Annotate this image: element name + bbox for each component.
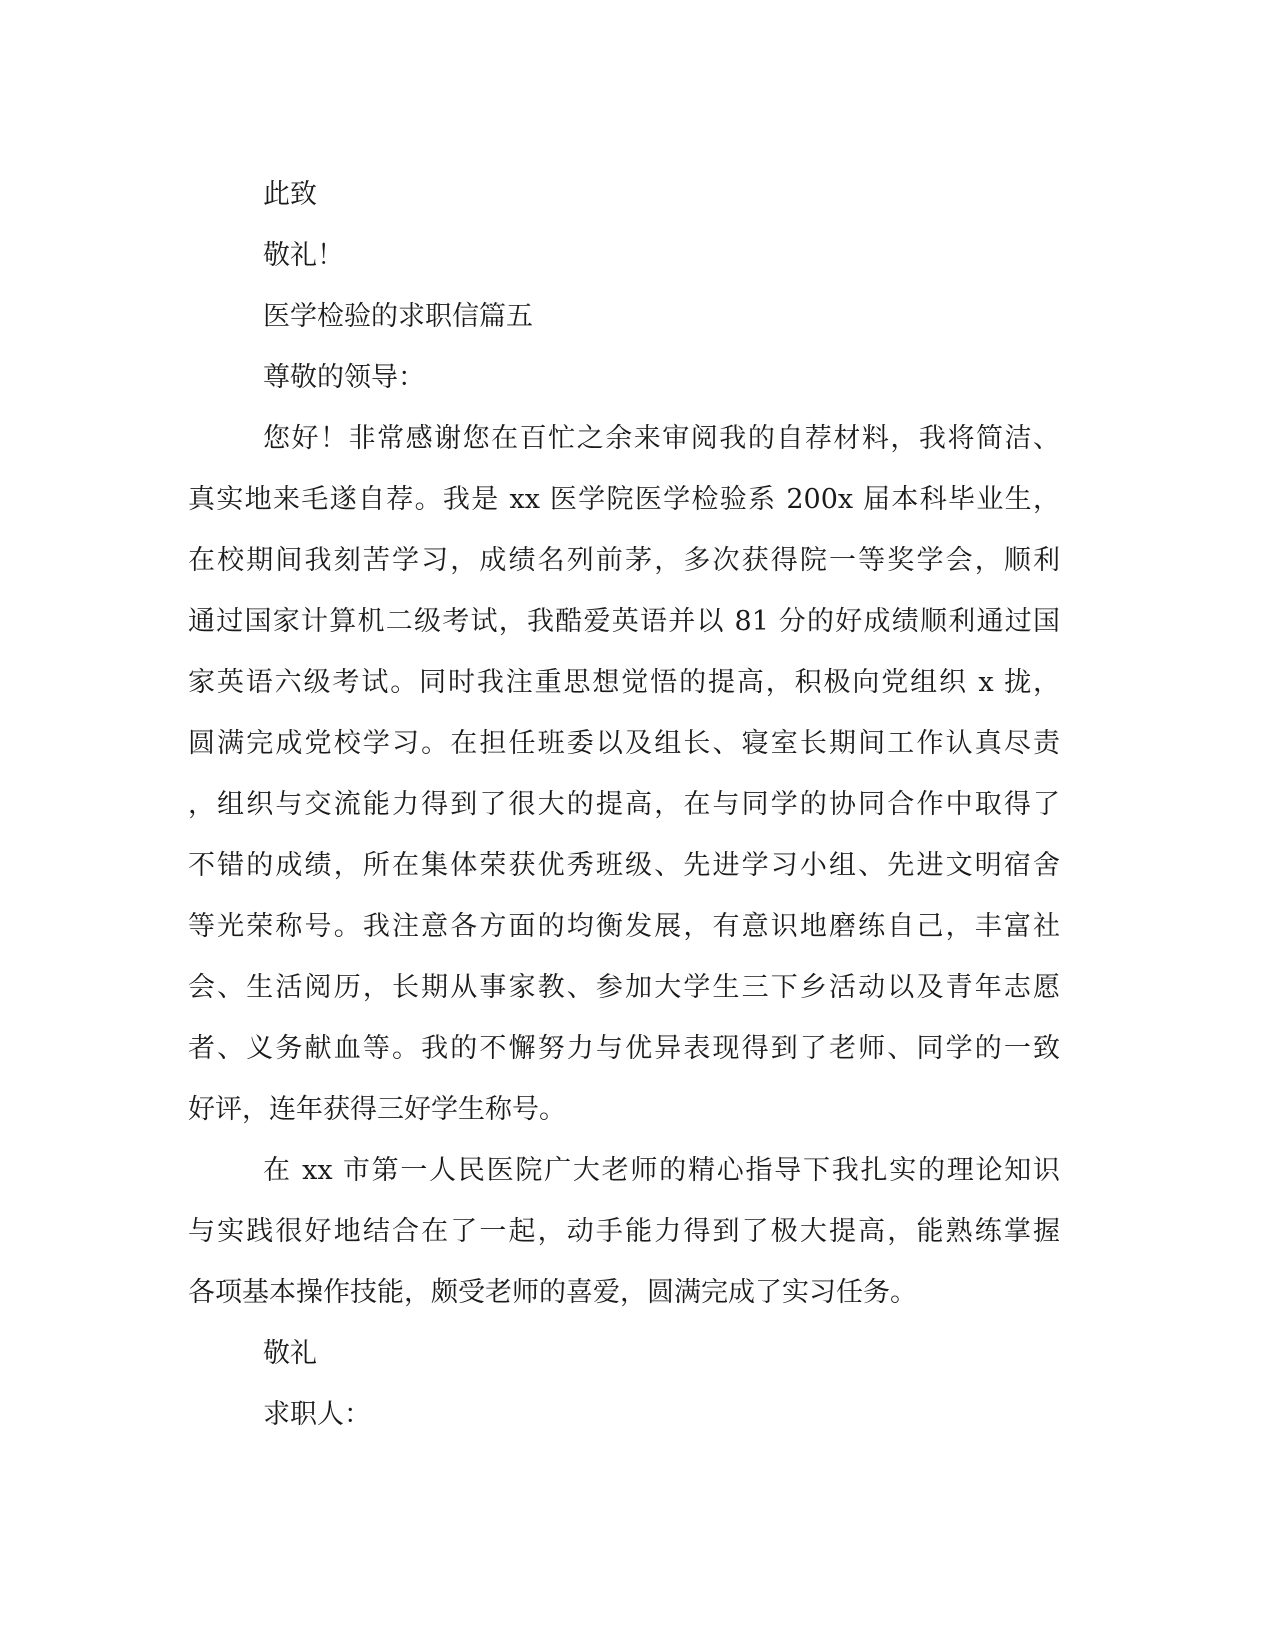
paragraph-2-line-1: 在 xx 市第一人民医院广大老师的精心指导下我扎实的理论知识	[263, 1155, 1060, 1186]
paragraph-2-line-2: 与实践很好地结合在了一起，动手能力得到了极大提高，能熟练掌握	[188, 1216, 1060, 1247]
signoff-regards: 敬礼	[263, 1338, 317, 1369]
paragraph-1-line-9: 等光荣称号。我注意各方面的均衡发展，有意识地磨练自己，丰富社	[188, 911, 1060, 942]
paragraph-2-line-3: 各项基本操作技能，颇受老师的喜爱，圆满完成了实习任务。	[188, 1277, 917, 1308]
closing-regards: 敬礼！	[263, 240, 344, 271]
paragraph-1-line-4: 通过国家计算机二级考试，我酷爱英语并以 81 分的好成绩顺利通过国	[188, 606, 1060, 637]
paragraph-1-line-11: 者、义务献血等。我的不懈努力与优异表现得到了老师、同学的一致	[188, 1033, 1060, 1064]
closing-salutation: 此致	[263, 179, 317, 210]
paragraph-1-line-1: 您好！非常感谢您在百忙之余来审阅我的自荐材料，我将简洁、	[263, 423, 1060, 454]
paragraph-1-line-8: 不错的成绩，所在集体荣获优秀班级、先进学习小组、先进文明宿舍	[188, 850, 1060, 881]
greeting: 尊敬的领导：	[263, 362, 425, 393]
paragraph-1-line-2: 真实地来毛遂自荐。我是 xx 医学院医学检验系 200x 届本科毕业生，	[188, 484, 1060, 515]
letter-body	[188, 164, 1060, 1445]
paragraph-1-line-7: ，组织与交流能力得到了很大的提高，在与同学的协同合作中取得了	[188, 789, 1060, 820]
applicant-label: 求职人：	[263, 1399, 371, 1430]
section-heading: 医学检验的求职信篇五	[263, 301, 533, 332]
paragraph-1-line-10: 会、生活阅历，长期从事家教、参加大学生三下乡活动以及青年志愿	[188, 972, 1060, 1003]
paragraph-1-line-5: 家英语六级考试。同时我注重思想觉悟的提高，积极向党组织 x 拢，	[188, 667, 1060, 698]
paragraph-1-line-6: 圆满完成党校学习。在担任班委以及组长、寝室长期间工作认真尽责	[188, 728, 1060, 759]
paragraph-1-line-3: 在校期间我刻苦学习，成绩名列前茅，多次获得院一等奖学会，顺利	[188, 545, 1060, 576]
paragraph-1-line-12: 好评，连年获得三好学生称号。	[188, 1094, 566, 1125]
